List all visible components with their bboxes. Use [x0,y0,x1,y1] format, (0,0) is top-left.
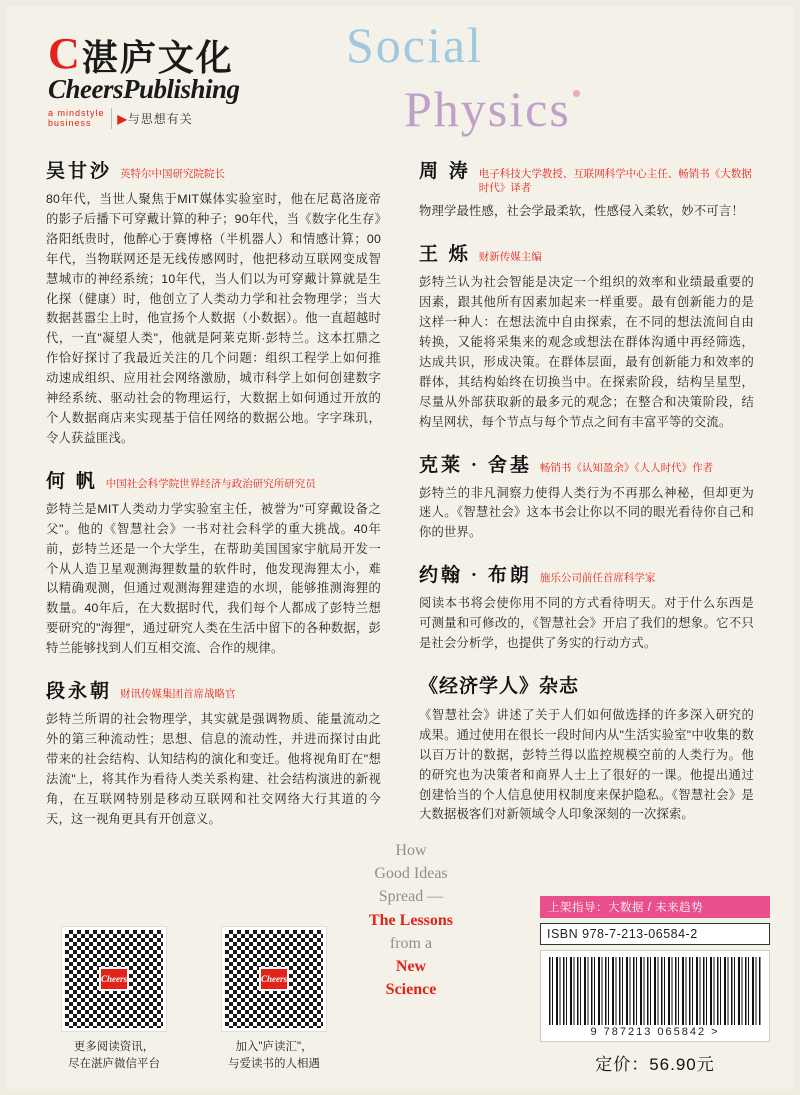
endorsement-header [419,156,754,195]
qr-caption-line1: 加入"庐读汇"， [235,1040,313,1053]
endorsement-header [46,676,381,703]
logo-top-row [48,29,278,78]
qr-caption-line1: 更多阅读资讯， [73,1040,155,1053]
endorsement-body: 阅读本书将会使你用不同的方式看待明天。对于什么东西是可测量和可修改的，《智慧社会》开启了我们的想象。它不只是社会分析学，也提供了务实的行动方式。 [419,596,754,651]
qr-caption [54,1039,174,1074]
endorser-name: 王 烁 [419,244,471,266]
subtitle-line-7: Science [385,981,437,999]
endorser-name: 何 帆 [46,470,98,492]
barcode-digits: 9 787213 065842 > [590,1026,720,1038]
endorsement-header [419,560,754,587]
endorsement-item [419,450,754,544]
logo-tagline-cn [118,110,193,127]
qr-caption-line2: 尽在湛庐微信平台 [68,1057,160,1070]
endorser-title: 英特尔中国研究院院长 [120,168,226,180]
qr-brand-badge: Cheers [259,967,289,991]
logo-tagline-en [48,108,112,129]
qr-code-block-community[interactable] [214,927,334,1074]
logo-tagline-mark: ▶ [117,111,128,126]
book-title-line1: Social [346,17,483,73]
subtitle-line-1: How [395,842,427,859]
price-text: 定价：56.90元 [595,1055,715,1074]
subtitle-line-5: from a [389,934,433,952]
endorser-name: 段永朝 [46,681,113,703]
endorsement-body: 彭特兰认为社会智能是决定一个组织的效率和业绩最重要的因素，跟其他所有因素加起来一样重要。最有创新能力的是这样一种人：在想法流中自由探索，在不同的想法流间自由转换，又能将采集来的观念或想法在群体沟通中再经筛选，达成共识，形成决策。在群体层面，最有创新能力和效率的群体，其结构始终在切换当中。在探索阶段，结构呈星型，尽量从外部获取新的最多元的观念；在整合和决策阶段，结构呈网状，每个节点与每个节点之间有丰富平等的交流。 [419,275,754,429]
qr-code-image[interactable] [222,927,326,1031]
qr-code-block-wechat[interactable] [54,927,174,1074]
title-dot-decoration [573,90,580,97]
endorsement-body: 物理学最性感，社会学最柔软，性感侵入柔软，妙不可言！ [419,204,744,219]
isbn-text: ISBN 978-7-213-06584-2 [540,923,770,945]
endorser-title: 财讯传媒集团首席战略官 [120,688,236,701]
endorsement-item [419,239,754,432]
endorsement-body: 彭特兰的非凡洞察力使得人类行为不再那么神秘，但却更为迷人。《智慧社会》这本书会让你以不同的眼光看待你自己和你的世界。 [419,485,754,540]
subtitle-line-6: New [395,957,427,975]
endorsement-header [46,156,381,183]
qr-caption-line2: 与爱读书的人相遇 [228,1057,320,1070]
endorsement-header [419,239,754,266]
endorser-title: 中国社会科学院世界经济与政治研究所研究员 [105,477,316,490]
qr-code-image[interactable] [62,927,166,1031]
endorsement-item [46,676,381,829]
endorsement-item [419,560,754,654]
endorsement-item [419,156,754,222]
qr-caption [214,1039,334,1074]
qr-brand-badge: Cheers [99,967,129,991]
endorsement-header [46,466,381,493]
endorser-name: 吴甘沙 [46,161,113,182]
endorsement-body: 彭特兰所谓的社会物理学，其实就是强调物质、能量流动之外的第三种流动性；思想、信息的流动性，并进而探讨由此带来的社会结构、认知结构的演化和变迁。他将视角盯在"想法流"上，将其作为看待人类关系构建、社会结构演进的新视角，在互联网特别是移动互联网和社交网络大行其道的今天，这一视角更具有开创意义。 [46,712,381,826]
endorsement-item [419,671,754,825]
cover-header [6,6,794,156]
endorsement-item [46,156,381,449]
book-title-block [346,17,746,137]
subtitle-line-3: Spread — [378,888,444,906]
endorser-title: 施乐公司前任首席科学家 [539,572,656,585]
subtitle-line-4: The Lessons [368,911,454,929]
book-title-line2: Physics [404,81,571,137]
endorsements-columns [6,156,794,846]
logo-tagline-line1: a mindstyle [48,108,105,118]
endorser-title: 电子科技大学教授、互联网科学中心主任、畅销书《大数据时代》译者 [478,168,752,195]
logo-chinese-name: 湛庐文化 [81,38,234,78]
barcode-image [540,950,770,1042]
endorser-name: 克莱 · 舍基 [419,454,532,476]
logo-tagline-cn-text: 与思想有关 [127,111,193,126]
endorsement-item [46,466,381,659]
endorser-name: 周 涛 [419,161,471,182]
subtitle-line-2: Good Ideas [374,865,448,883]
book-subtitle-english [336,839,486,1001]
logo-tagline-line2: business [48,118,92,129]
endorser-title: 财新传媒主编 [478,251,542,264]
endorser-name: 约翰 · 布朗 [419,565,532,587]
endorsement-header [419,450,754,477]
barcode-block [540,896,770,1075]
book-title-line2-wrap [404,81,746,137]
endorsement-body: 80年代，当世人聚焦于MIT媒体实验室时，他在尼葛洛庞帝的影子后播下可穿戴计算的种子；90年代，当《数字化生存》洛阳纸贵时，他醉心于赛博格（半机器人）和情感计算；00年代，当物联网还是无线传感网时，他把移动互联网变成智慧城市的神经系统；10年代，当人们以为可穿戴计算就是生化探（健康）时，他创立了人类动力学和社会物理学；当大数据甚嚣尘上时，他宣扬个人数据（小数据）。他一直超越时代，一直"凝望人类"，他就是阿莱克斯·彭特兰。这本扛鼎之作恰好探讨了我最近关注的几个问题：组织工程学上如何推动速成组织、应用社会网络激励，城市科学上如何创建数字神经系统、驱动社会的物理运行，大数据上如何通过开放的个人数据商店来实现基于信任网络的数据公地。字字珠玑，令人获益匪浅。 [46,192,381,445]
shelf-guidance-badge: 上架指导：大数据 / 未来趋势 [540,896,770,918]
publisher-logo [48,29,278,129]
endorser-name: 《经济学人》杂志 [419,675,580,697]
endorsement-body: 《智慧社会》讲述了关于人们如何做选择的许多深入研究的成果。通过使用在很长一段时间内从"生活实验室"中收集的数以百万计的数据，彭特兰得以监控规模空前的人类行为。他的研究也为决策者和商界人士上了很好的一课。他提出通过创建恰当的个人信息使用权制度来保护隐私。《智慧社会》是大数据极客们对新领域令人印象深刻的一次探索。 [419,707,754,822]
logo-tagline [48,108,278,129]
endorsement-body: 彭特兰是MIT人类动力学实验室主任，被誉为"可穿戴设备之父"。他的《智慧社会》一书对社会科学的重大挑战。40年前，彭特兰还是一个大学生，在帮助美国国家宇航局开发一个从人造卫星观测海狸数量的软件时，他发现海狸太小，难以精确观测，但通过观测海狸建造的水坝，能够推测海狸的数量。40年后，在大数据时代，我们每个人都成了彭特兰想要研究的"海狸"，通过研究人类在生活中留下的各种数据，彭特兰能够找到人们互相交流、合作的规律。 [46,501,381,656]
logo-english-name: CheersPublishing [48,74,240,104]
barcode-bars [549,957,761,1025]
endorser-title: 畅销书《认知盈余》《人人时代》作者 [539,461,714,474]
cover-footer [6,839,800,1089]
endorsements-right-column [419,156,754,846]
endorsements-left-column [46,156,381,846]
logo-c-mark: C [48,29,78,78]
